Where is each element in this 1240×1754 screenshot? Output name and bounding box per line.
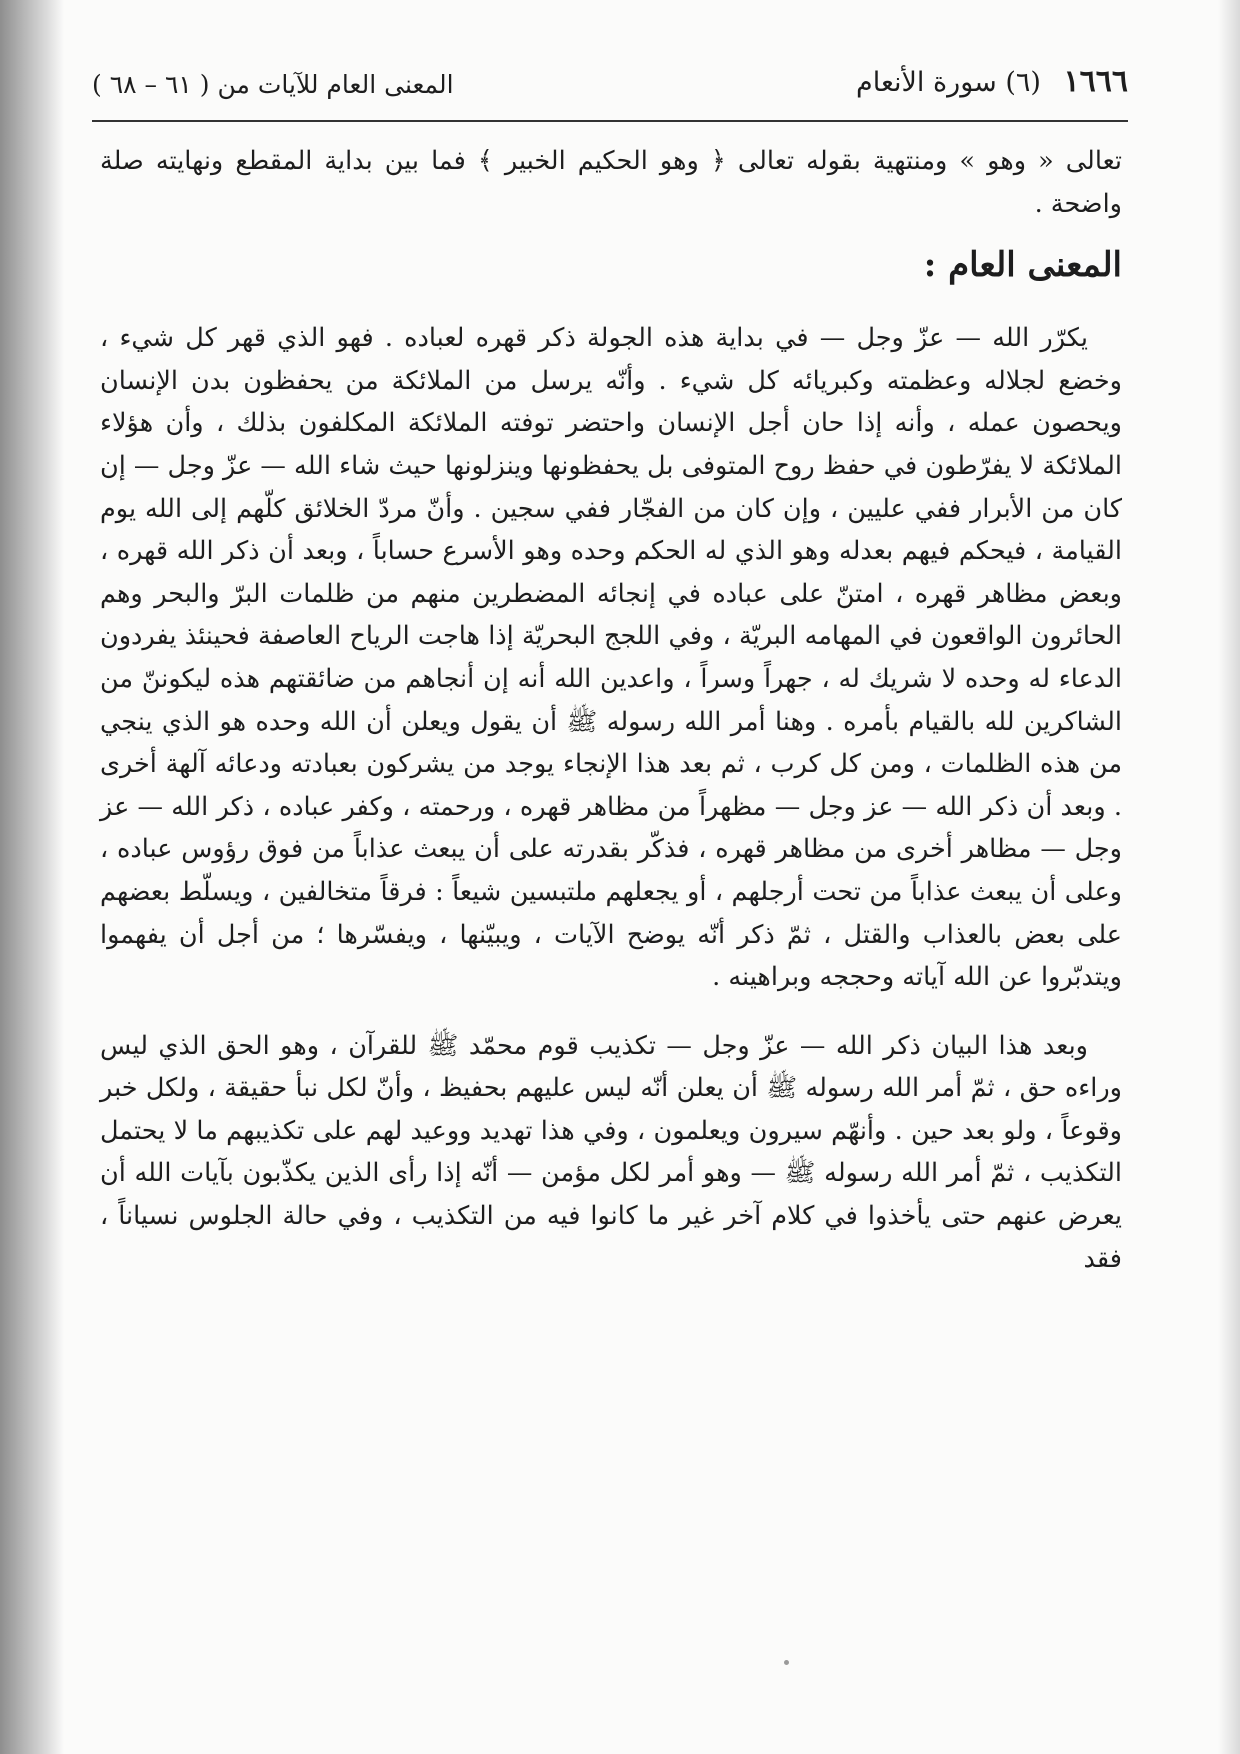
section-title: المعنى العام للآيات من ( ٦١ – ٦٨ )	[92, 70, 454, 99]
surah-title: (٦) سورة الأنعام	[856, 67, 1041, 98]
page-number: ١٦٦٦	[1063, 64, 1128, 99]
paragraph-1-text: يكرّر الله — عزّ وجل — في بداية هذه الجولة ذكر قهره لعباده . فهو الذي قهر كل شيء ، وخضع لجلاله وعظمته وكبريائه كل شيء . وأنّه يرسل من الملائكة من يحفظون بدن الإنسان ويحصون عمله ، وأنه إذا حان أجل الإنسان واحتضر توفته الملائكة المكلفون بذلك ، وأن هؤلاء الملائكة لا يفرّطون في حفظ روح المتوفى بل يحفظونها وينزلونها حيث شاء الله — عزّ وجل — إن كان من الأبرار ففي عليين ، وإن كان من الفجّار ففي سجين . وأنّ مردّ الخلائق كلّهم إلى الله يوم القيامة ، فيحكم فيهم بعدله وهو الذي له الحكم وحده وهو الأسرع حساباً ، وبعد أن ذكر الله قهره ، وبعض مظاهر قهره ، امتنّ على عباده في إنجائه المضطرين منهم من ظلمات البرّ والبحر وهم الحائرون الواقعون في المهامه البريّة ، وفي اللجج البحريّة إذا هاجت الرياح العاصفة فحينئذ يفردون الدعاء له وحده لا شريك له ، جهراً وسراً ، واعدين الله أنه إن أنجاهم من ضائقتهم هذه ليكوننّ من الشاكرين لله بالقيام بأمره . وهنا أمر الله رسوله ﷺ أن يقول ويعلن أن الله وحده هو الذي ينجي من هذه الظلمات ، ومن كل كرب ، ثم بعد هذا الإنجاء يوجد من يشركون بعبادته ودعائه آلهة أخرى . وبعد أن ذكر الله — عز وجل — مظهراً من مظاهر قهره ، ورحمته ، وكفر عباده ، ذكر الله — عز وجل — مظاهر أخرى من مظاهر قهره ، فذكّر بقدرته على أن يبعث عذاباً من فوق رؤوس عباده ، وعلى أن يبعث عذاباً من تحت أرجلهم ، أو يجعلهم ملتبسين شيعاً : فرقاً متخالفين ، ويسلّط بعضهم على بعض بالعذاب والقتل ، ثمّ ذكر أنّه يوضح الآيات ، ويبيّنها ، ويفسّرها ؛ من أجل أن يفهموا ويتدبّروا عن الله آياته وحججه وبراهينه .	[100, 323, 1123, 993]
running-header	[92, 58, 1128, 114]
section-heading: المعنى العام :	[923, 245, 1122, 286]
intro-paragraph: تعالى « وهو » ومنتهية بقوله تعالى ﴿ وهو الحكيم الخبير ﴾ فما بين بداية المقطع ونهايته صلة واضحة .	[100, 146, 1122, 219]
page-body	[100, 140, 1122, 1280]
scan-shadow-right	[1218, 0, 1240, 1754]
header-rule	[92, 120, 1128, 122]
paragraph-general-meaning-2	[100, 1025, 1122, 1281]
scan-speck	[784, 1660, 789, 1665]
scan-shadow-left	[0, 0, 64, 1754]
paragraph-general-meaning-1	[100, 317, 1122, 999]
paragraph-2-text: وبعد هذا البيان ذكر الله — عزّ وجل — تكذيب قوم محمّد ﷺ للقرآن ، وهو الحق الذي ليس وراءه حق ، ثمّ أمر الله رسوله ﷺ أن يعلن أنّه ليس عليهم بحفيظ ، وأنّ لكل نبأ حقيقة ، ولكل خبر وقوعاً ، ولو بعد حين . وأنهّم سيرون ويعلمون ، وفي هذا تهديد ووعيد لهم على تكذيبهم ما لا يحتمل التكذيب ، ثمّ أمر الله رسوله ﷺ — وهو أمر لكل مؤمن — أنّه إذا رأى الذين يكذّبون بآيات الله أن يعرض عنهم حتى يأخذوا في كلام آخر غير ما كانوا فيه من التكذيب ، وفي حالة الجلوس نسياناً ، فقد	[100, 1030, 1122, 1274]
header-page-surah	[856, 64, 1128, 99]
